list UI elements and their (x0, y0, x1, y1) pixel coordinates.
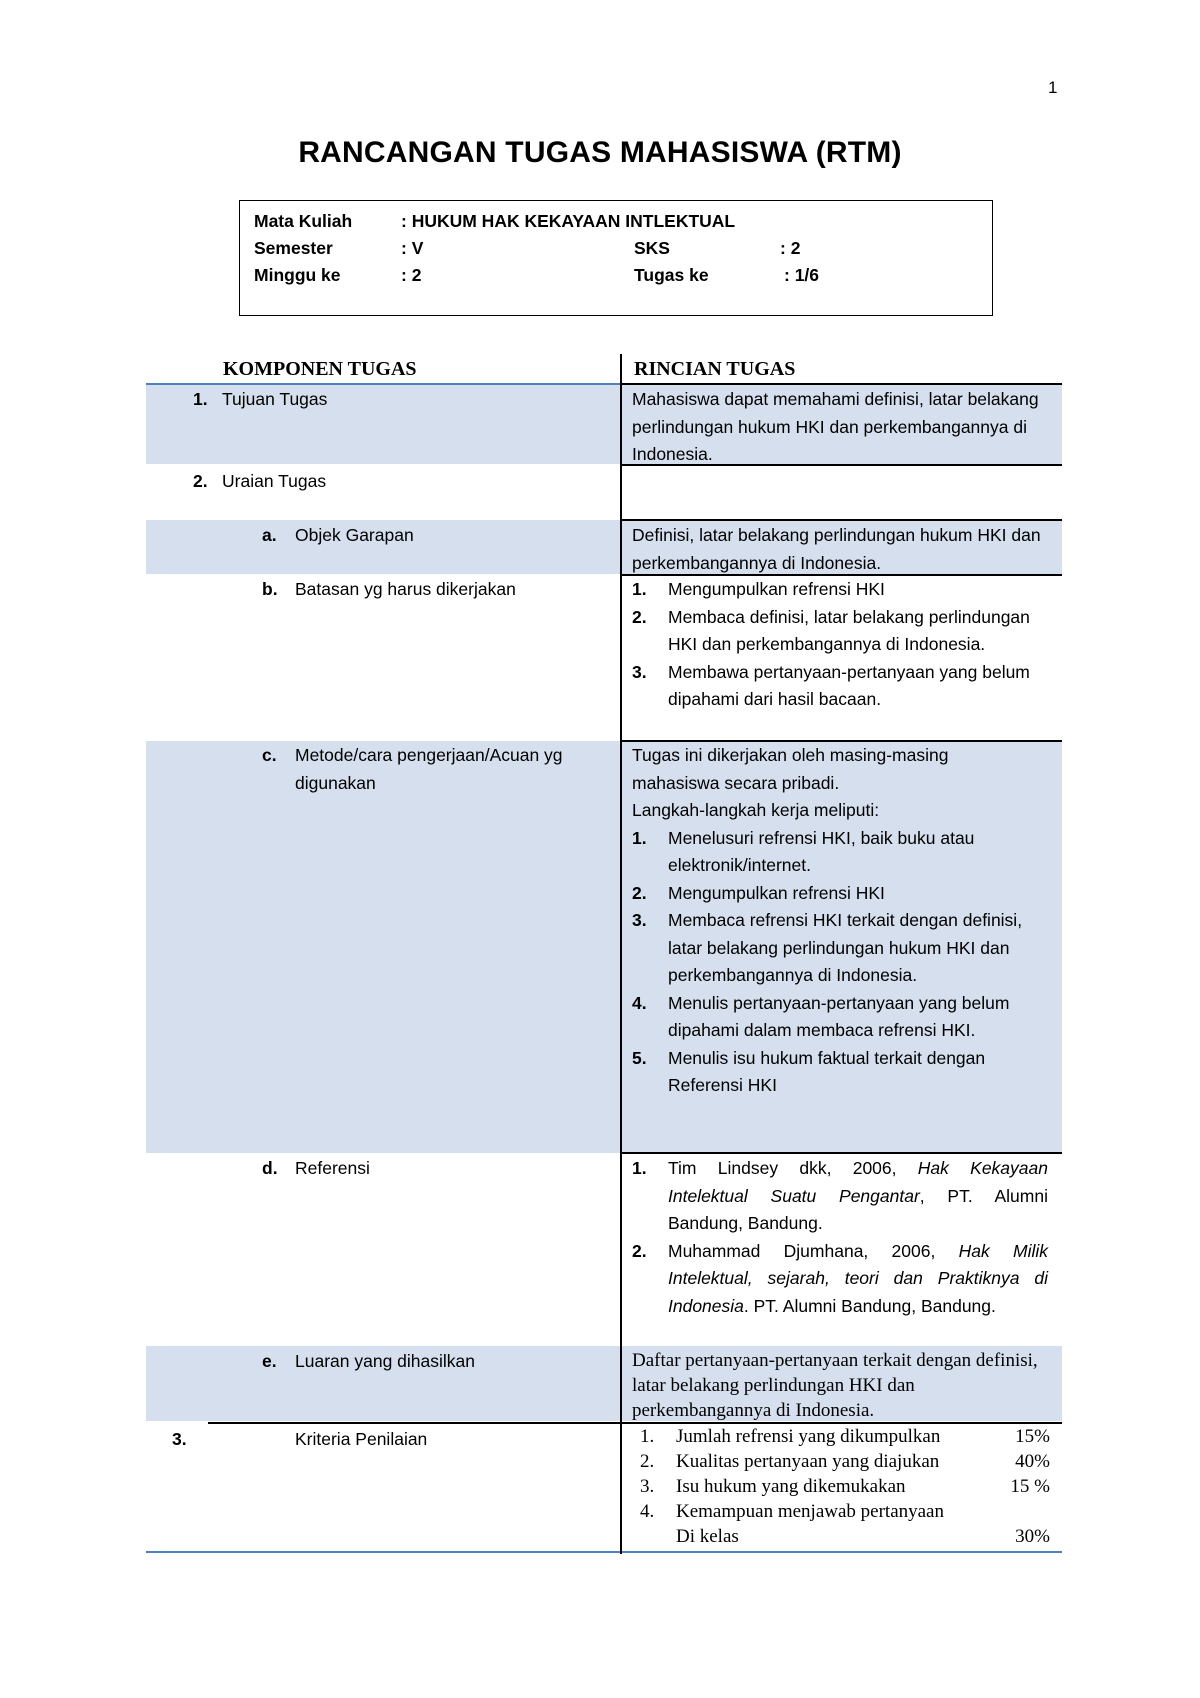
sks-label: SKS (634, 238, 670, 258)
sks-value: : 2 (780, 238, 801, 258)
row-a-label: Objek Garapan (295, 525, 414, 545)
minggu-value: : 2 (401, 265, 422, 285)
row-3-detail (640, 1424, 1062, 1549)
list-item: 5. Menulis isu hukum faktual terkait dengan Referensi HKI (632, 1047, 986, 1095)
row-2-label: Uraian Tugas (222, 471, 327, 491)
row-c-label: Metode/cara pengerjaan/Acuan yg digunakan (295, 745, 563, 793)
row-b-detail (632, 576, 1048, 714)
semester-value: : V (401, 238, 424, 258)
tugas-ke-value: : 1/6 (784, 265, 820, 285)
column-header-komponen: KOMPONEN TUGAS (223, 358, 417, 380)
criteria-item: 3. Isu hukum yang dikemukakan 15 % (640, 1476, 1050, 1497)
row-1-number: 1. (193, 389, 208, 409)
row-1-detail: Mahasiswa dapat memahami definisi, latar belakang perlindungan hukum HKI dan perkembangannya di Indonesia. (632, 389, 1039, 464)
criteria-item: 4. Kemampuan menjawab pertanyaan (640, 1501, 944, 1522)
tugas-ke-label: Tugas ke (634, 265, 709, 285)
semester-label: Semester (254, 238, 333, 258)
row-b-label: Batasan yg harus dikerjakan (295, 579, 516, 599)
row-2-number: 2. (193, 471, 208, 491)
row-3-label: Kriteria Penilaian (295, 1429, 428, 1449)
list-item: 4. Menulis pertanyaan-pertanyaan yang belum dipahami dalam membaca refrensi HKI. (632, 992, 1010, 1040)
criteria-item-continuation: Di kelas 30% (676, 1526, 1050, 1547)
rule-table-bottom (146, 1551, 1062, 1553)
mata-kuliah-label: Mata Kuliah (254, 211, 353, 231)
list-item: 2. Membaca definisi, latar belakang perlindungan HKI dan perkembangannya di Indonesia. (632, 606, 1030, 654)
list-item: 3. Membawa pertanyaan-pertanyaan yang belum dipahami dari hasil bacaan. (632, 661, 1030, 709)
column-header-rincian: RINCIAN TUGAS (634, 358, 796, 380)
criteria-item: 2. Kualitas pertanyaan yang diajukan 40% (640, 1451, 1050, 1472)
rule-header-left (146, 383, 622, 385)
mata-kuliah-value: : HUKUM HAK KEKAYAAN INTLEKTUAL (401, 211, 736, 231)
column-divider (620, 354, 622, 1554)
rule-header-right (620, 383, 1062, 385)
list-item: 2. Mengumpulkan refrensi HKI (632, 882, 885, 903)
row-d-label: Referensi (295, 1158, 370, 1178)
rule-rowc-right (620, 1152, 1062, 1154)
task-table (146, 350, 1062, 1560)
row-d-detail (632, 1155, 1048, 1320)
minggu-label: Minggu ke (254, 265, 341, 285)
rule-row2-right (620, 519, 1062, 521)
row-c-intro2: Langkah-langkah kerja meliputi: (632, 800, 880, 820)
row-e-letter: e. (262, 1351, 277, 1371)
page-title: RANCANGAN TUGAS MAHASISWA (RTM) (298, 136, 902, 169)
list-item: 1. Menelusuri refrensi HKI, baik buku atau elektronik/internet. (632, 827, 975, 875)
criteria-item: 1. Jumlah refrensi yang dikumpulkan 15% (640, 1426, 1050, 1447)
row-a-detail: Definisi, latar belakang perlindungan hukum HKI dan perkembangannya di Indonesia. (632, 525, 1041, 573)
row-a-letter: a. (262, 525, 277, 545)
row-e-detail: Daftar pertanyaan-pertanyaan terkait dengan definisi, latar belakang perlindungan HKI dan perkembangannya di Indonesia. (632, 1350, 1038, 1421)
reference-item: 2. Muhammad Djumhana, 2006, Hak Milik Intelektual, sejarah, teori dan Praktiknya di Indonesia. PT. Alumni Bandung, Bandung. (632, 1240, 1049, 1316)
list-item: 1. Mengumpulkan refrensi HKI (632, 579, 885, 599)
page-number: 1 (1048, 78, 1058, 97)
row-b-letter: b. (262, 579, 278, 599)
reference-item: 1. Tim Lindsey dkk, 2006, Hak Kekayaan Intelektual Suatu Pengantar, PT. Alumni Bandung, Bandung. (632, 1158, 1048, 1233)
row-c-letter: c. (262, 745, 277, 765)
row-1-label: Tujuan Tugas (222, 389, 328, 409)
row-d-letter: d. (262, 1158, 278, 1178)
list-item: 3. Membaca refrensi HKI terkait dengan definisi, latar belakang perlindungan hukum HKI dan perkembangannya di Indonesia. (632, 910, 1023, 985)
row-3-number: 3. (172, 1429, 187, 1449)
row-c-intro: Tugas ini dikerjakan oleh masing-masing mahasiswa secara pribadi. (632, 745, 949, 793)
course-info-box (239, 200, 993, 316)
row-c-detail (632, 742, 1048, 1100)
row-e-label: Luaran yang dihasilkan (295, 1351, 475, 1371)
